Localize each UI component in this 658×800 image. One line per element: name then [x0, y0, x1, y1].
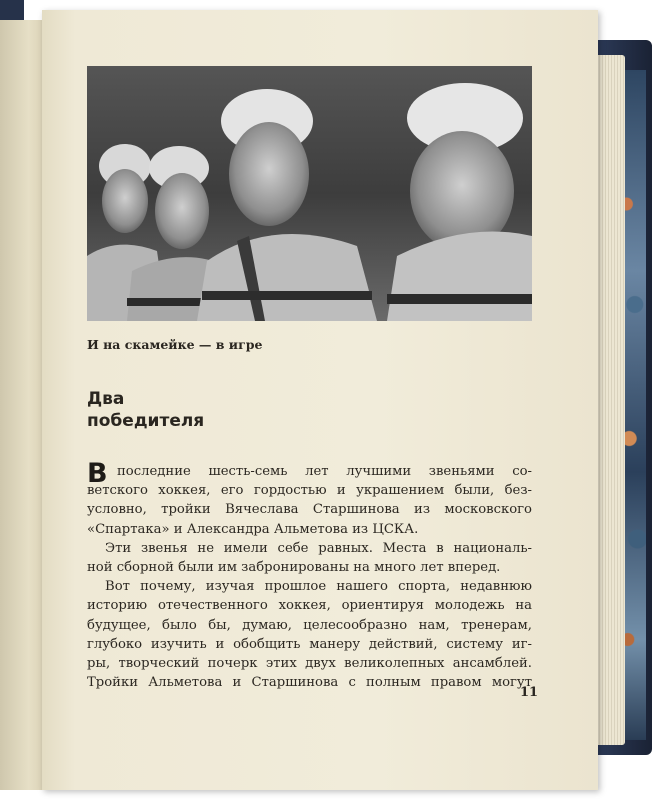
- body-text: [87, 458, 532, 692]
- text-line: последние шесть-семь лет лучшими звеньями со-: [117, 464, 532, 479]
- heading-line: Два: [87, 389, 125, 409]
- section-heading: [87, 388, 204, 432]
- photo-caption: И на скамейке — в игре: [87, 337, 263, 352]
- text-line: Тройки Альметова и Старшинова с полным правом могут: [87, 675, 532, 691]
- text-line: ры, творческий почерк этих двух великолепных ансамблей.: [87, 655, 532, 671]
- text-line: глубоко изучить и обобщить манеру действий, систему иг-: [87, 636, 532, 652]
- text-line: ветского хоккея, его гордостью и украшением были, без-: [87, 483, 532, 499]
- hockey-players-photo: [87, 66, 532, 321]
- page-number: 11: [520, 685, 539, 700]
- heading-line: победителя: [87, 411, 205, 431]
- left-page: [0, 20, 48, 790]
- text-line: ной сборной были им забронированы на много лет вперед.: [87, 559, 501, 575]
- text-line: Эти звенья не имели себе равных. Места в националь-: [105, 540, 532, 556]
- drop-cap: В: [87, 458, 108, 489]
- text-line: Вот почему, изучая прошлое нашего спорта, недавнюю: [105, 579, 532, 595]
- book-page: [42, 10, 598, 790]
- text-line: «Спартака» и Александра Альметова из ЦСКА.: [87, 521, 419, 537]
- text-line: историю отечественного хоккея, ориентируя молодежь на: [87, 598, 532, 614]
- text-line: будущее, было бы, думаю, целесообразно нам, тренерам,: [87, 617, 532, 633]
- text-line: условно, тройки Вячеслава Старшинова из московского: [87, 502, 532, 518]
